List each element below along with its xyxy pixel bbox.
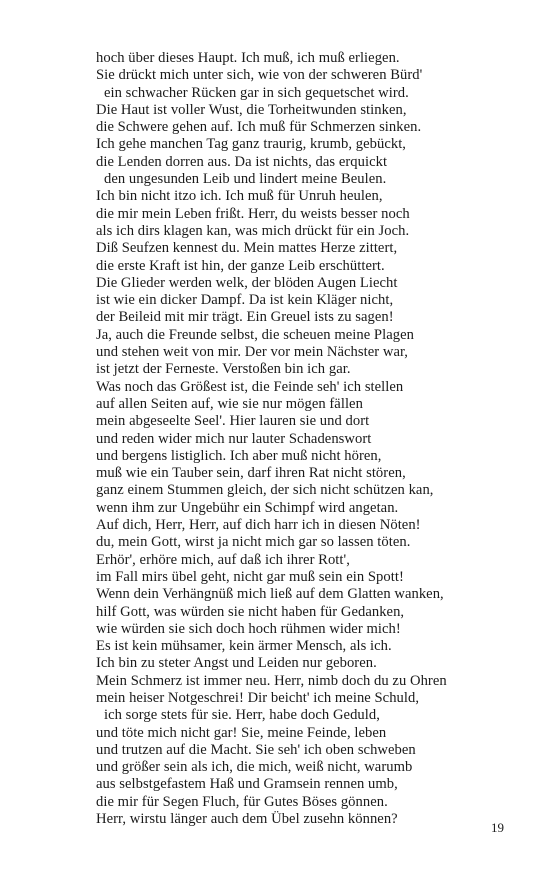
verse-line: hoch über dieses Haupt. Ich muß, ich muß erliegen. <box>96 50 400 66</box>
verse-line: im Fall mirs übel geht, nicht gar muß sein ein Spott! <box>96 568 404 585</box>
verse-line: die mir mein Leben frißt. Herr, du weists besser noch <box>96 205 410 222</box>
verse-line: muß wie ein Tauber sein, darf ihren Rat nicht stören, <box>96 465 406 482</box>
verse-line: Es ist kein mühsamer, kein ärmer Mensch, als ich. <box>96 638 392 655</box>
verse-line: Die Glieder werden welk, der blöden Augen Liecht <box>96 274 398 291</box>
verse-line: den ungesunden Leib und lindert meine Beulen. <box>104 171 387 188</box>
verse-line: und trutzen auf die Macht. Sie seh' ich oben schweben <box>96 741 416 758</box>
verse-line: Erhör', erhöre mich, auf daß ich ihrer Rott', <box>96 551 350 568</box>
verse-line: Ich gehe manchen Tag ganz traurig, krumb, gebückt, <box>96 136 406 153</box>
verse-line: und größer sein als ich, die mich, weiß nicht, warumb <box>96 759 413 776</box>
verse-line: Diß Seufzen kennest du. Mein mattes Herze zittert, <box>96 240 398 257</box>
verse-line: ein schwacher Rücken gar in sich gequetschet wird. <box>104 84 409 101</box>
page-number: 19 <box>491 820 504 835</box>
verse-line: Wenn dein Verhängnüß mich ließ auf dem Glatten wanken, <box>96 586 444 603</box>
verse-line: Ja, auch die Freunde selbst, die scheuen meine Plagen <box>96 326 414 343</box>
verse-line: auf allen Seiten auf, wie sie nur mögen fällen <box>96 395 363 412</box>
verse-line: Ich bin zu steter Angst und Leiden nur geboren. <box>96 655 377 672</box>
verse-line: der Beileid mit mir trägt. Ein Greuel ists zu sagen! <box>96 309 394 326</box>
verse-line: und töte mich nicht gar! Sie, meine Feinde, leben <box>96 724 387 741</box>
verse-line: die Lenden dorren aus. Da ist nichts, das erquickt <box>96 153 388 170</box>
verse-line: ganz einem Stummen gleich, der sich nicht schützen kan, <box>96 482 434 499</box>
verse-line: du, mein Gott, wirst ja nicht mich gar so lassen töten. <box>96 534 411 551</box>
verse-line: Sie drückt mich unter sich, wie von der schweren Bürd' <box>96 67 423 84</box>
verse-line: Mein Schmerz ist immer neu. Herr, nimb doch du zu Ohren <box>96 672 447 689</box>
verse-line: ist wie ein dicker Dampf. Da ist kein Kläger nicht, <box>96 292 394 309</box>
verse-line: hilf Gott, was würden sie nicht haben für Gedanken, <box>96 603 405 620</box>
verse-line: und stehen weit von mir. Der vor mein Nächster war, <box>96 344 408 361</box>
verse-line: Ich bin nicht itzo ich. Ich muß für Unruh heulen, <box>96 188 383 205</box>
verse-line: mein abgeseelte Seel'. Hier lauren sie und dort <box>96 413 370 430</box>
verse-line: ich sorge stets für sie. Herr, habe doch Geduld, <box>104 707 380 724</box>
verse-line: Die Haut ist voller Wust, die Torheitwunden stinken, <box>96 101 407 118</box>
verse-line: als ich dirs klagen kan, was mich drückt für ein Joch. <box>96 222 410 239</box>
verse-line: wie würden sie sich doch hoch rühmen wider mich! <box>96 620 401 637</box>
verse-line: wenn ihm zur Ungebühr ein Schimpf wird angetan. <box>96 499 399 516</box>
verse-line: und reden wider mich nur lauter Schadenswort <box>96 430 372 447</box>
verse-line: ist jetzt der Ferneste. Verstoßen bin ich gar. <box>96 361 351 378</box>
poem-text-block <box>96 50 536 828</box>
verse-line: aus selbstgefastem Haß und Gramsein rennen umb, <box>96 776 398 793</box>
verse-line: die mir für Segen Fluch, für Gutes Böses gönnen. <box>96 793 388 810</box>
verse-line: Herr, wirstu länger auch dem Übel zusehn können? <box>96 811 398 828</box>
verse-line: die erste Kraft ist hin, der ganze Leib erschüttert. <box>96 257 385 274</box>
verse-line: und bergens listiglich. Ich aber muß nicht hören, <box>96 447 382 464</box>
verse-line: die Schwere gehen auf. Ich muß für Schmerzen sinken. <box>96 119 422 136</box>
verse-line: Auf dich, Herr, Herr, auf dich harr ich in diesen Nöten! <box>96 517 421 534</box>
verse-line: mein heiser Notgeschrei! Dir beicht' ich meine Schuld, <box>96 689 420 706</box>
verse-line: Was noch das Größest ist, die Feinde seh' ich stellen <box>96 378 404 395</box>
